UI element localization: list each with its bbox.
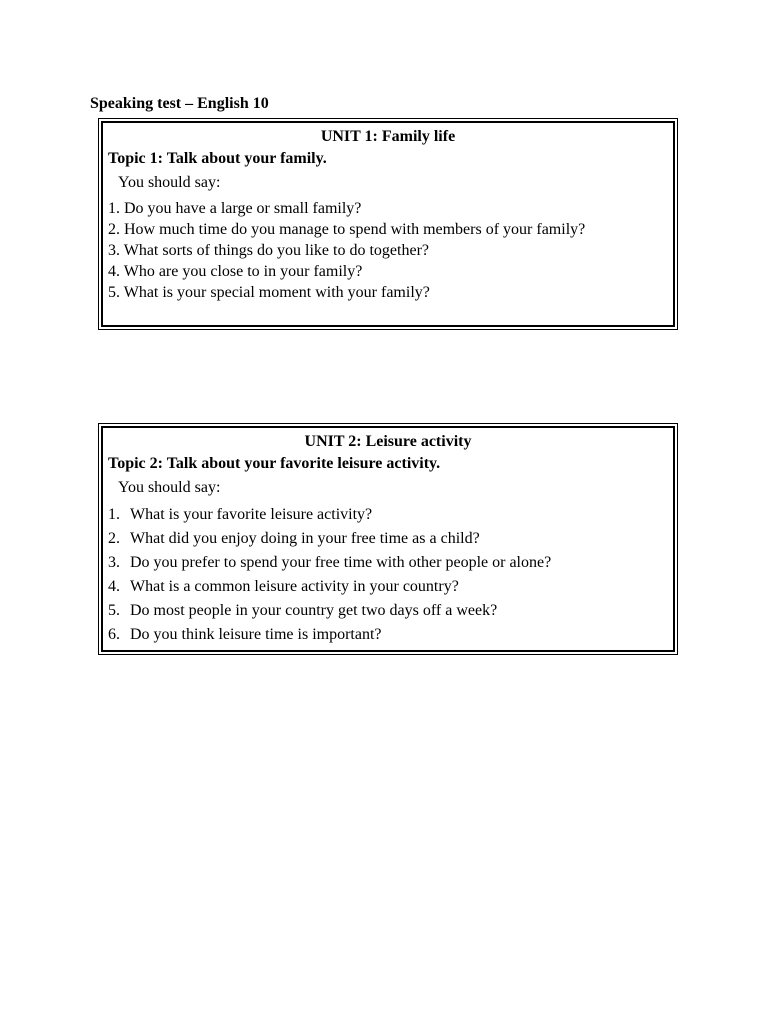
- question-item: [108, 575, 668, 599]
- question-item: 2. How much time do you manage to spend with members of your family?: [108, 221, 586, 238]
- question-item: [108, 623, 668, 647]
- unit-2-box: [98, 423, 678, 655]
- topic-title: Topic 1: Talk about your family.: [108, 150, 327, 167]
- question-number: 3.: [108, 554, 120, 571]
- question-item: [108, 599, 668, 623]
- prompt-text: You should say:: [118, 479, 221, 496]
- unit-1-content: [108, 126, 668, 322]
- question-number: 2.: [108, 530, 120, 547]
- question-number: 6.: [108, 626, 120, 643]
- question-text: Do you think leisure time is important?: [130, 626, 382, 643]
- question-text: What is your favorite leisure activity?: [130, 506, 373, 523]
- question-item: [108, 527, 668, 551]
- question-text: Do you prefer to spend your free time with other people or alone?: [130, 554, 552, 571]
- question-number: 5.: [108, 602, 120, 619]
- unit-1-box: [98, 118, 678, 330]
- unit-2-content: [108, 431, 668, 647]
- question-text: Do most people in your country get two days off a week?: [130, 602, 498, 619]
- question-item: 5. What is your special moment with your family?: [108, 284, 430, 301]
- unit-heading: UNIT 1: Family life: [320, 128, 456, 145]
- question-item: 1. Do you have a large or small family?: [108, 200, 362, 217]
- unit-heading: UNIT 2: Leisure activity: [304, 433, 472, 450]
- question-number: 4.: [108, 578, 120, 595]
- question-item: [108, 503, 668, 527]
- topic-title: Topic 2: Talk about your favorite leisure activity.: [108, 455, 441, 472]
- question-item: 3. What sorts of things do you like to do together?: [108, 242, 429, 259]
- prompt-text: You should say:: [118, 174, 221, 191]
- question-text: What did you enjoy doing in your free time as a child?: [130, 530, 480, 547]
- question-item: 4. Who are you close to in your family?: [108, 263, 363, 280]
- question-number: 1.: [108, 506, 120, 523]
- question-text: What is a common leisure activity in your country?: [130, 578, 459, 595]
- question-item: [108, 551, 668, 575]
- page-title: Speaking test – English 10: [90, 95, 269, 112]
